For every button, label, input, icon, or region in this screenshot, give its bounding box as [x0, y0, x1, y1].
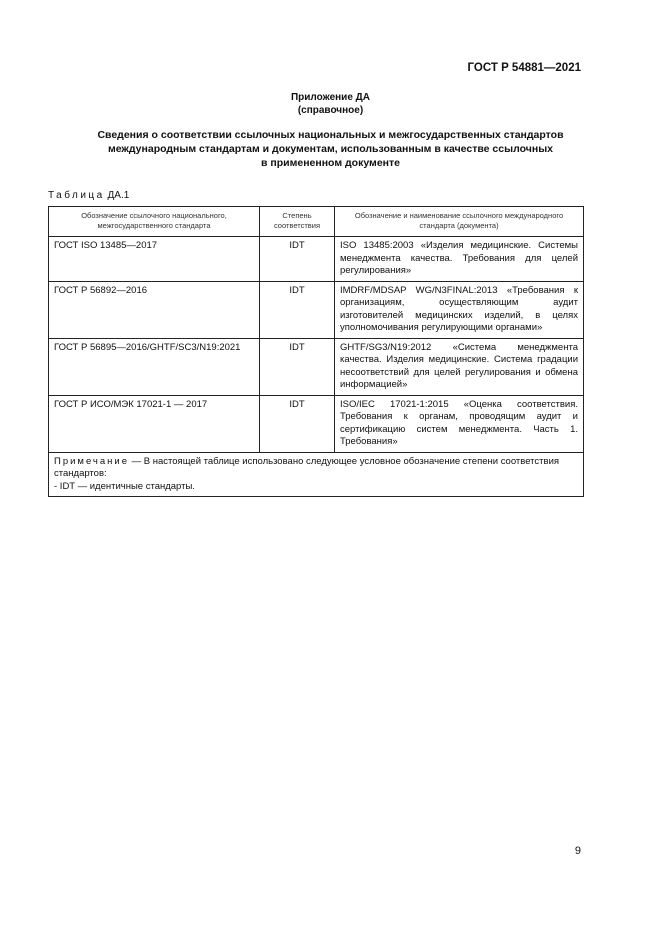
appendix-type: (справочное) [297, 105, 364, 116]
cell-code: ГОСТ Р 56892—2016 [49, 281, 260, 338]
table-caption-number: ДА.1 [107, 190, 130, 201]
header-code: Обозначение ссылочного национального, межгосударственного стандарта [49, 207, 260, 237]
title-line-2: международным стандартам и документам, использованным в качестве ссылочных [107, 143, 554, 155]
table-note [49, 452, 584, 497]
table-note-row [49, 452, 584, 497]
note-item: - IDT — идентичные стандарты. [54, 480, 195, 492]
cell-code: ГОСТ Р 56895—2016/GHTF/SC3/N19:2021 [49, 338, 260, 395]
cell-doc: ISO 13485:2003 «Изделия медицинские. Системы менеджмента качества. Требования для целей регулирования» [335, 237, 584, 282]
page-number: 9 [574, 845, 581, 857]
note-text-line [54, 456, 578, 481]
table-row [49, 281, 584, 338]
header-degree: Степень соответствия [260, 207, 335, 237]
title-line-3: в примененном документе [261, 157, 400, 169]
note-label: Примечание [54, 455, 129, 467]
cell-degree: IDT [260, 338, 335, 395]
title-line-1: Сведения о соответствии ссылочных национальных и межгосударственных стандартов [97, 129, 564, 141]
cell-doc: IMDRF/MDSAP WG/N3FINAL:2013 «Требования к организациям, осуществляющим аудит изготовителей медицинских изделий, в целях уполномочивания регулирующими органами» [335, 281, 584, 338]
table-header-row [49, 207, 584, 237]
cell-degree: IDT [260, 237, 335, 282]
header-doc: Обозначение и наименование ссылочного международного стандарта (документа) [335, 207, 584, 237]
cell-doc: GHTF/SG3/N19:2012 «Система менеджмента качества. Изделия медицинские. Система градации несоответствий для целей регулирования и обмена информацией» [335, 338, 584, 395]
table-row [49, 395, 584, 452]
table-row [49, 237, 584, 282]
cell-code: ГОСТ ISO 13485—2017 [49, 237, 260, 282]
table-row [49, 338, 584, 395]
note-text: — В настоящей таблице использовано следующее условное обозначение степени соответствия стандартов: [54, 455, 560, 479]
cell-degree: IDT [260, 281, 335, 338]
appendix-label: Приложение ДА [290, 92, 371, 103]
table-caption [48, 190, 129, 201]
page-title [60, 128, 601, 170]
appendix-heading [0, 91, 661, 117]
table-caption-word: Таблица [48, 190, 105, 201]
cell-code: ГОСТ Р ИСО/МЭК 17021-1 — 2017 [49, 395, 260, 452]
correspondence-table [48, 206, 584, 497]
cell-doc: ISO/IEC 17021-1:2015 «Оценка соответствия. Требования к органам, проводящим аудит и сертификацию систем менеджмента. Часть 1. Требования» [335, 395, 584, 452]
cell-degree: IDT [260, 395, 335, 452]
document-code: ГОСТ Р 54881—2021 [467, 62, 581, 74]
